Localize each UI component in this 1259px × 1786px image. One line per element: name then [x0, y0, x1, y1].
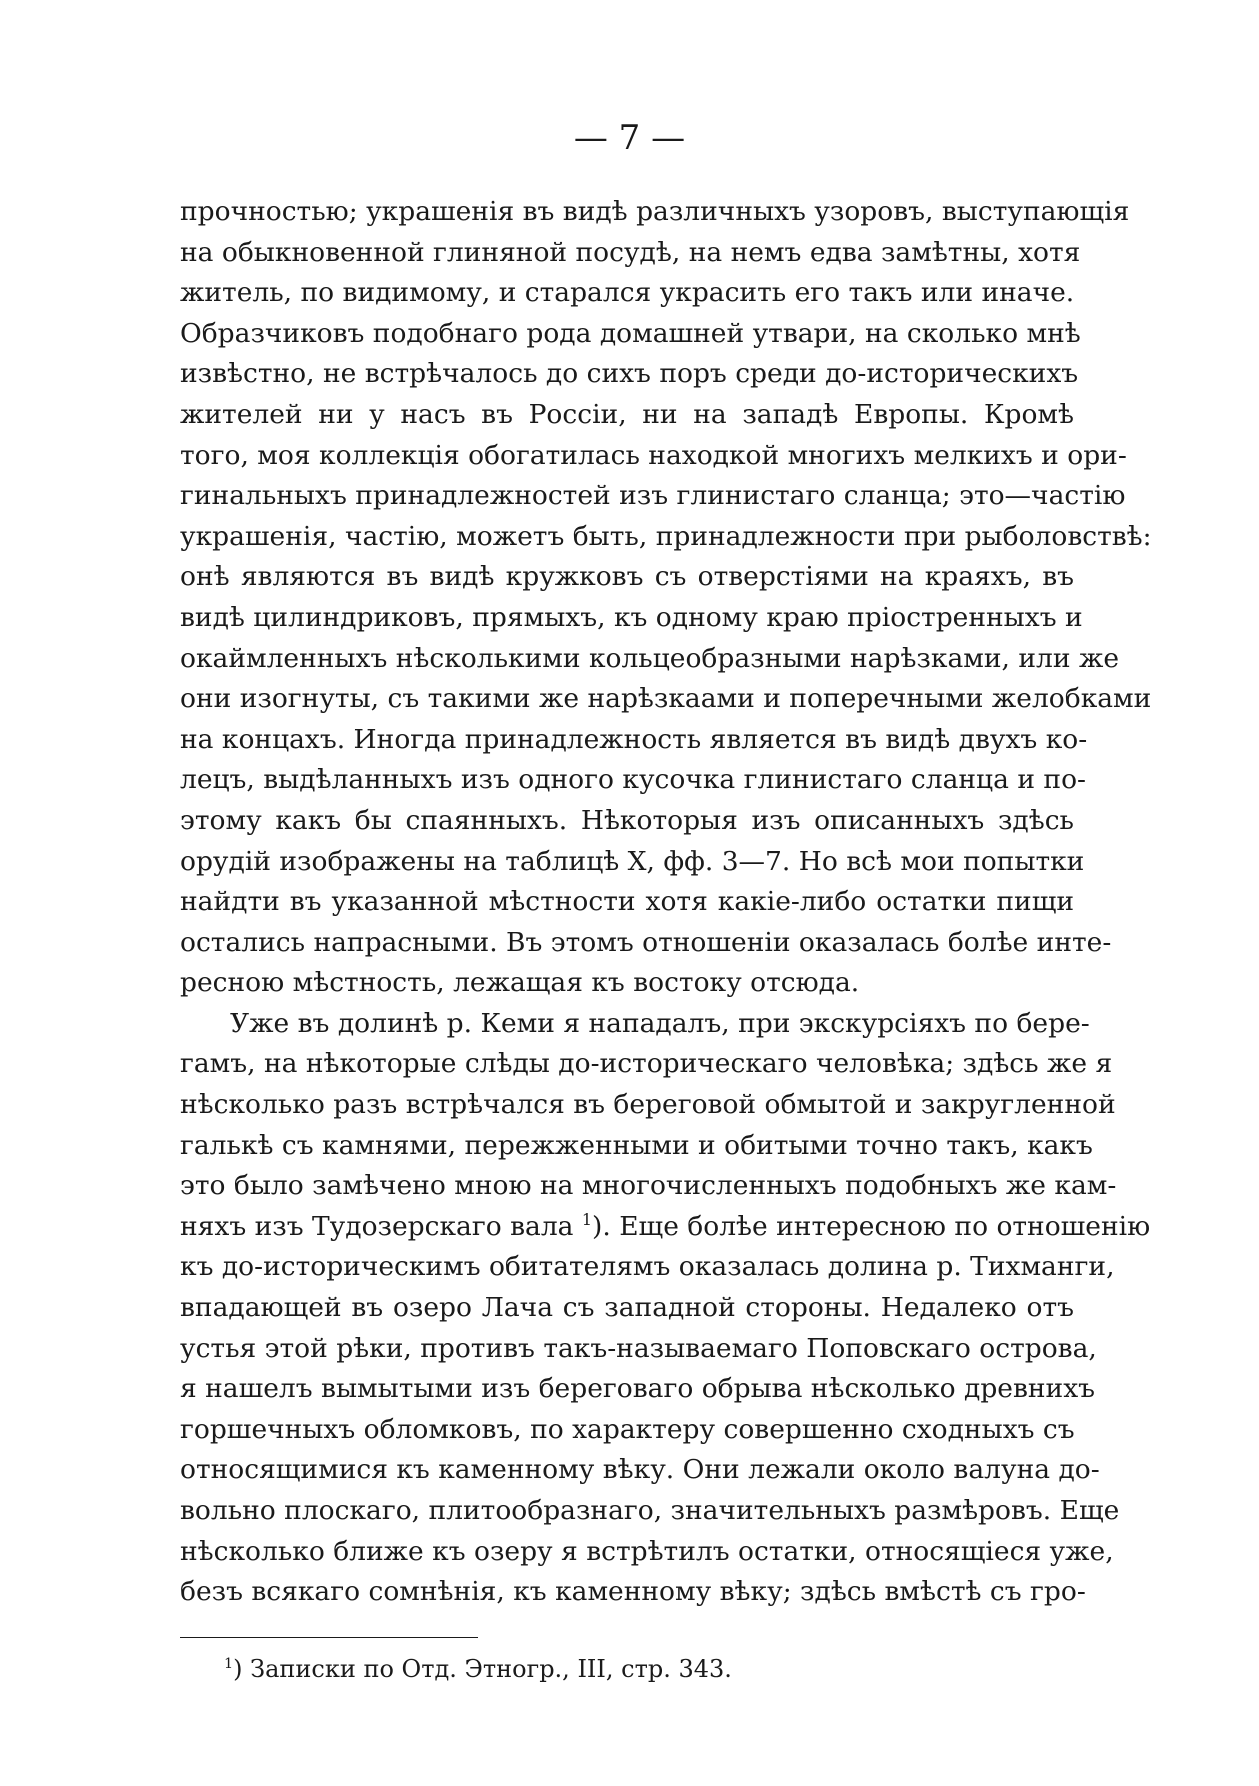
text-line: нѣсколько разъ встрѣчался въ береговой обмытой и закругленной [180, 1089, 1116, 1121]
text-line: житель, по видимому, и старался украсить его такъ или иначе. [180, 277, 1075, 309]
text-line: прочностью; украшенія въ видѣ различныхъ узоровъ, выступающія [180, 196, 1130, 227]
text-line: гамъ, на нѣкоторые слѣды до-историческаго человѣка; здѣсь же я [180, 1048, 1113, 1080]
text-line: извѣстно, не встрѣчалось до сихъ поръ среди до-историческихъ [180, 358, 1079, 390]
text-line: устья этой рѣки, противъ такъ-называемаго Поповскаго острова, [180, 1332, 1097, 1364]
text-line: найдти въ указанной мѣстности хотя какіе-либо остатки пищи [180, 886, 1074, 918]
footnote [224, 1655, 732, 1683]
page-number: — 7 — [573, 118, 686, 158]
text-line: я нашелъ вымытыми изъ береговаго обрыва нѣсколько древнихъ [180, 1373, 1096, 1405]
text-fragment: ). Еще болѣе интересною по отношенію [592, 1210, 1151, 1242]
text-line: Уже въ долинѣ р. Кеми я нападалъ, при экскурсіяхъ по бере- [230, 1007, 1090, 1039]
text-line: на концахъ. Иногда принадлежность является въ видѣ двухъ ко- [180, 723, 1088, 755]
text-line: это было замѣчено мною на многочисленныхъ подобныхъ же кам- [180, 1170, 1117, 1202]
body-text [180, 192, 1152, 1613]
text-line: они изогнуты, съ такими же нарѣзкаами и поперечными желобками [180, 683, 1152, 715]
footnote-marker: 1 [224, 1656, 234, 1672]
text-line: украшенія, частію, можетъ быть, принадлежности при рыболовствѣ: [180, 520, 1152, 552]
footnote-separator [180, 1637, 478, 1638]
text-line: нѣсколько ближе къ озеру я встрѣтилъ остатки, относящіеся уже, [180, 1535, 1114, 1567]
text-line: впадающей въ озеро Лача съ западной стороны. Недалеко отъ [180, 1292, 1074, 1324]
text-line: галькѣ съ камнями, пережженными и обитыми точно такъ, какъ [180, 1129, 1093, 1161]
footnote-text: ) Записки по Отд. Этногр., III, стр. 343. [233, 1655, 732, 1683]
text-line: окаймленныхъ нѣсколькими кольцеобразными нарѣзками, или же [180, 642, 1120, 674]
text-line: этому какъ бы спаянныхъ. Нѣкоторыя изъ описанныхъ здѣсь [180, 804, 1074, 836]
text-line: гинальныхъ принадлежностей изъ глинистаго сланца; это—частію [180, 480, 1126, 512]
text-line-with-footnote-ref [180, 1207, 1151, 1248]
text-line: вольно плоскаго, плитообразнаго, значительныхъ размѣровъ. Еще [180, 1495, 1120, 1526]
text-line: Образчиковъ подобнаго рода домашней утвари, на сколько мнѣ [180, 317, 1081, 349]
text-line: орудій изображены на таблицѣ X, фф. 3—7. Но всѣ мои попытки [180, 845, 1085, 877]
text-line: безъ всякаго сомнѣнія, къ каменному вѣку; здѣсь вмѣстѣ съ гро- [180, 1576, 1086, 1608]
text-line: того, моя коллекція обогатилась находкой многихъ мелкихъ и ори- [180, 439, 1127, 471]
text-line: къ до-историческимъ обитателямъ оказалась долина р. Тихманги, [180, 1251, 1115, 1283]
text-line: горшечныхъ обломковъ, по характеру совершенно сходныхъ съ [180, 1413, 1075, 1445]
text-line: относящимися къ каменному вѣку. Они лежали около валуна до- [180, 1454, 1100, 1486]
text-fragment: няхъ изъ Тудозерскаго вала [180, 1210, 574, 1242]
text-line: жителей ни у насъ въ Россіи, ни на западѣ Европы. Кромѣ [180, 398, 1074, 430]
text-line: лецъ, выдѣланныхъ изъ одного кусочка глинистаго сланца и по- [180, 764, 1086, 796]
footnote-ref[interactable]: 1 [581, 1210, 593, 1230]
text-line: на обыкновенной глиняной посудѣ, на немъ едва замѣтны, хотя [180, 236, 1081, 268]
text-line: онѣ являются въ видѣ кружковъ съ отверстіями на краяхъ, въ [180, 561, 1074, 593]
text-line: остались напрасными. Въ этомъ отношеніи оказалась болѣе инте- [180, 926, 1112, 958]
text-line: видѣ цилиндриковъ, прямыхъ, къ одному краю пріостренныхъ и [180, 601, 1083, 633]
text-line: ресною мѣстность, лежащая къ востоку отсюда. [180, 967, 860, 999]
